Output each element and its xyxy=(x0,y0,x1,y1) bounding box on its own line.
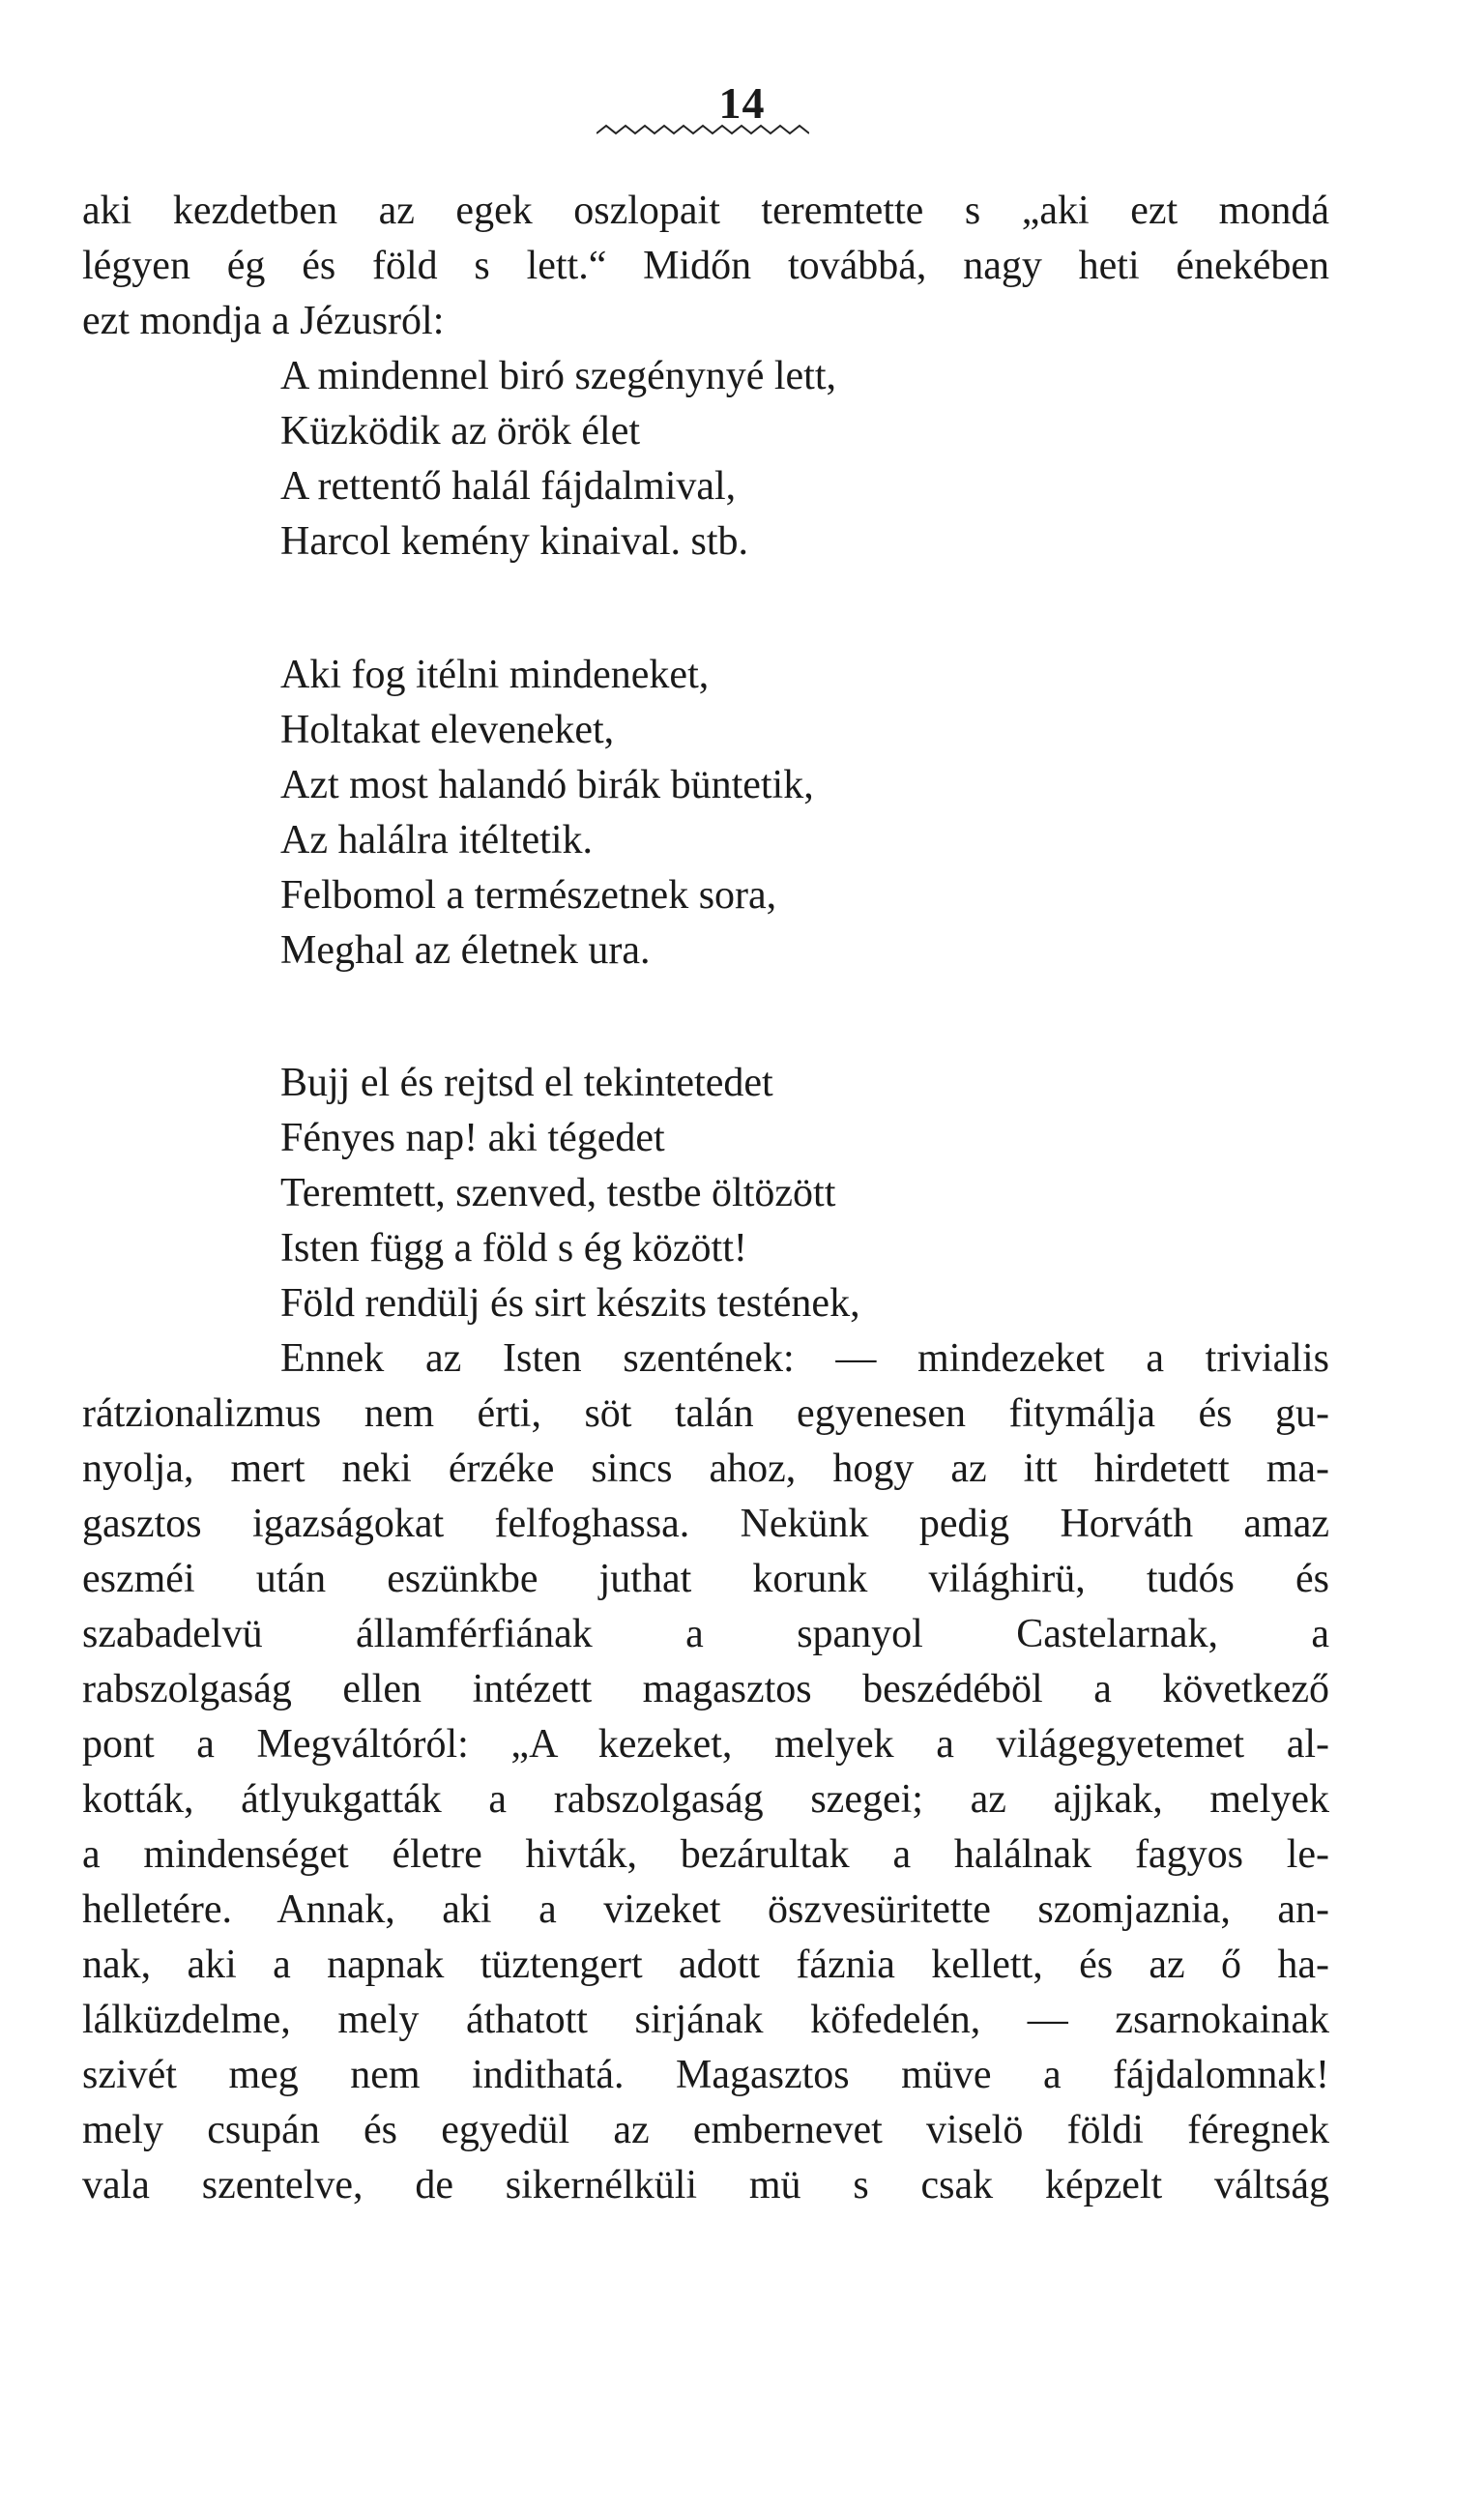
text-line: aki kezdetben az egek oszlopait teremtette s „aki ezt mondá xyxy=(82,189,1329,233)
text-line: ezt mondja a Jézusról: xyxy=(82,299,445,343)
page-number: 14 xyxy=(718,78,766,128)
text-line: szivét meg nem indithatá. Magasztos müve a fájdalomnak! xyxy=(82,2053,1329,2097)
verse-line: Isten függ a föld s ég között! xyxy=(280,1226,747,1271)
text-line: lálküzdelme, mely áthatott sirjának köfedelén, — zsarnokainak xyxy=(82,1998,1329,2042)
verse-line: Bujj el és rejtsd el tekintetedet xyxy=(280,1061,773,1105)
text-line: légyen ég és föld s lett.“ Midőn továbbá, nagy heti énekében xyxy=(82,244,1329,288)
text-line: gasztos igazságokat felfoghassa. Nekünk pedig Horváth amaz xyxy=(82,1502,1329,1546)
text-line: szabadelvü államférfiának a spanyol Castelarnak, a xyxy=(82,1612,1329,1656)
verse-line: Harcol kemény kinaival. stb. xyxy=(280,519,749,564)
verse-line: Aki fog itélni mindeneket, xyxy=(280,653,710,697)
text-line: vala szentelve, de sikernélküli mü s csak képzelt váltság xyxy=(82,2163,1329,2207)
opening-paragraph xyxy=(82,184,1329,349)
verse-line: Meghal az életnek ura. xyxy=(280,928,651,973)
text-line: a mindenséget életre hivták, bezárultak a halálnak fagyos le- xyxy=(82,1832,1329,1877)
verse-stanza-2 xyxy=(280,648,814,979)
text-line: Ennek az Isten szentének: — mindezeket a trivialis xyxy=(280,1336,1329,1381)
verse-stanza-3 xyxy=(280,1056,860,1331)
verse-line: A rettentő halál fájdalmival, xyxy=(280,464,737,509)
text-line: mely csupán és egyedül az embernevet viselö földi féregnek xyxy=(82,2108,1329,2152)
page-number-ornament xyxy=(597,124,809,143)
text-line: rabszolgaság ellen intézett magasztos beszédéböl a következő xyxy=(82,1667,1329,1711)
verse-line: A mindennel biró szegénynyé lett, xyxy=(280,354,837,398)
text-line: eszméi után eszünkbe juthat korunk világhirü, tudós és xyxy=(82,1557,1329,1601)
verse-line: Fényes nap! aki tégedet xyxy=(280,1116,665,1160)
verse-stanza-1 xyxy=(280,349,836,570)
text-line: rátzionalizmus nem érti, söt talán egyenesen fitymálja és gu- xyxy=(82,1391,1329,1436)
text-line: pont a Megváltóról: „A kezeket, melyek a világegyetemet al- xyxy=(82,1722,1329,1767)
verse-line: Föld rendülj és sirt készits testének, xyxy=(280,1281,860,1326)
text-line: kották, átlyukgatták a rabszolgaság szegei; az ajjkak, melyek xyxy=(82,1777,1329,1822)
verse-line: Azt most halandó birák büntetik, xyxy=(280,763,814,807)
text-line: nyolja, mert neki érzéke sincs ahoz, hogy az itt hirdetett ma- xyxy=(82,1447,1329,1491)
text-line: helletére. Annak, aki a vizeket öszvesüritette szomjaznia, an- xyxy=(82,1887,1329,1932)
verse-line: Az halálra itéltetik. xyxy=(280,818,594,862)
body-paragraph xyxy=(82,1387,1329,2213)
verse-line: Holtakat eleveneket, xyxy=(280,708,615,752)
verse-line: Teremtett, szenved, testbe öltözött xyxy=(280,1171,836,1215)
text-line: nak, aki a napnak tüztengert adott fáznia kellett, és az ő ha- xyxy=(82,1943,1329,1987)
transition-line xyxy=(280,1331,1329,1387)
verse-line: Küzködik az örök élet xyxy=(280,409,641,453)
verse-line: Felbomol a természetnek sora, xyxy=(280,873,777,918)
